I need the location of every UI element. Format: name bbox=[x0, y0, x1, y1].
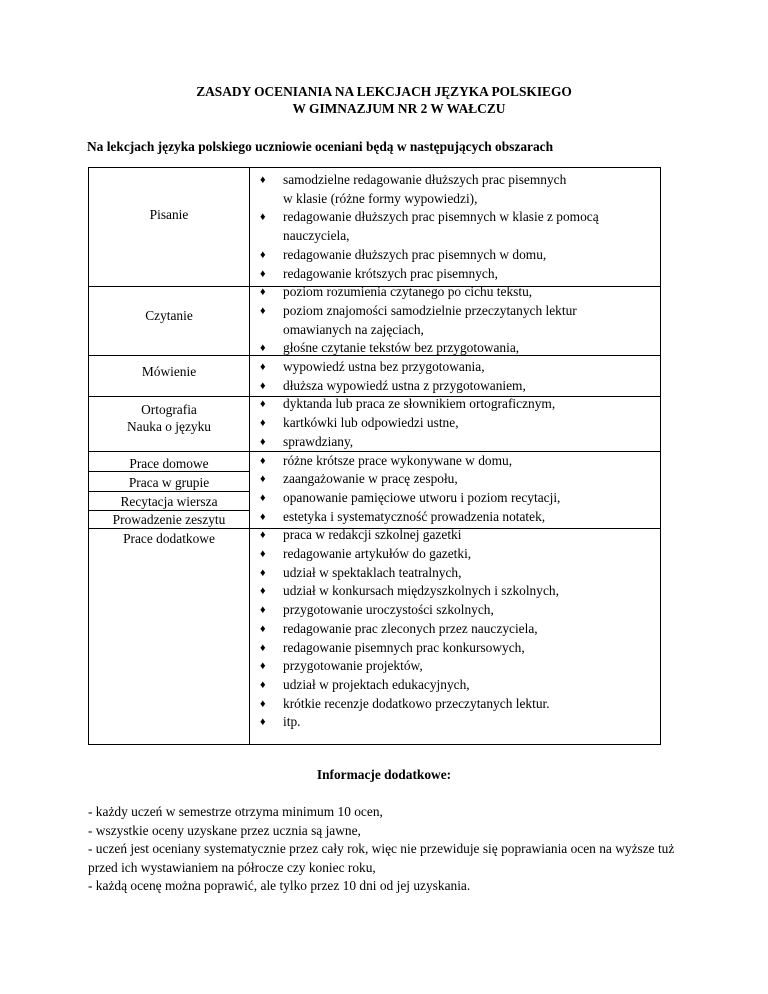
diamond-bullet-icon: ♦ bbox=[260, 697, 266, 710]
category-prace-dodatkowe: Prace dodatkowe bbox=[123, 531, 215, 546]
diamond-bullet-icon: ♦ bbox=[260, 678, 266, 691]
category-ortografia: Ortografia bbox=[141, 402, 197, 417]
category-recytacja-wiersza: Recytacja wiersza bbox=[120, 494, 218, 509]
list-item bbox=[260, 526, 660, 545]
list-item-continuation: w klasie (różne formy wypowiedzi), bbox=[283, 190, 478, 206]
list-item-text: głośne czytanie tekstów bez przygotowania, bbox=[283, 340, 520, 356]
list-item bbox=[260, 171, 660, 190]
list-item-text: redagowanie dłuższych prac pisemnych w domu, bbox=[283, 246, 547, 262]
diamond-bullet-icon: ♦ bbox=[260, 529, 266, 542]
list-item bbox=[260, 283, 660, 302]
extra-info-notes bbox=[88, 803, 678, 896]
diamond-bullet-icon: ♦ bbox=[260, 454, 266, 467]
list-item bbox=[260, 582, 660, 601]
list-item-text: poziom znajomości samodzielnie przeczytanych lektur bbox=[283, 302, 577, 318]
list-item bbox=[260, 358, 660, 377]
diamond-bullet-icon: ♦ bbox=[260, 267, 266, 280]
category-nauka-o-jezyku: Nauka o języku bbox=[126, 419, 212, 434]
category-pisanie: Pisanie bbox=[149, 207, 189, 222]
list-item-text: redagowanie artykułów do gazetki, bbox=[283, 546, 472, 562]
list-item bbox=[260, 601, 660, 620]
list-item-text: przygotowanie projektów, bbox=[283, 658, 423, 674]
document-title-line1: ZASADY OCENIANIA NA LEKCJACH JĘZYKA POLSKIEGO bbox=[196, 84, 572, 99]
category-prowadzenie-zeszytu: Prowadzenie zeszytu bbox=[112, 512, 226, 527]
list-item-text: krótkie recenzje dodatkowo przeczytanych lektur. bbox=[283, 695, 550, 711]
note-item: - wszystkie oceny uzyskane przez ucznia są jawne, bbox=[88, 822, 361, 838]
diamond-bullet-icon: ♦ bbox=[260, 248, 266, 261]
diamond-bullet-icon: ♦ bbox=[260, 548, 266, 561]
list-item-text: dłuższa wypowiedź ustna z przygotowaniem, bbox=[283, 377, 526, 393]
diamond-bullet-icon: ♦ bbox=[260, 417, 266, 430]
diamond-bullet-icon: ♦ bbox=[260, 660, 266, 673]
list-item-text: przygotowanie uroczystości szkolnych, bbox=[283, 602, 494, 618]
list-item-text: udział w spektaklach teatralnych, bbox=[283, 564, 462, 580]
list-item bbox=[260, 452, 660, 471]
diamond-bullet-icon: ♦ bbox=[260, 361, 266, 374]
diamond-bullet-icon: ♦ bbox=[260, 491, 266, 504]
diamond-bullet-icon: ♦ bbox=[260, 473, 266, 486]
list-item-text: redagowanie krótszych prac pisemnych, bbox=[283, 265, 498, 281]
list-item-continuation: omawianych na zajęciach, bbox=[283, 321, 424, 337]
list-item-text: samodzielne redagowanie dłuższych prac pisemnych bbox=[283, 172, 567, 187]
diamond-bullet-icon: ♦ bbox=[260, 211, 266, 224]
list-item-text: wypowiedź ustna bez przygotowania, bbox=[283, 359, 485, 375]
diamond-bullet-icon: ♦ bbox=[260, 566, 266, 579]
list-item bbox=[260, 564, 660, 583]
diamond-bullet-icon: ♦ bbox=[260, 286, 266, 299]
diamond-bullet-icon: ♦ bbox=[260, 398, 266, 411]
list-item-text: udział w projektach edukacyjnych, bbox=[283, 676, 470, 692]
list-item bbox=[260, 545, 660, 564]
list-item-continuation: nauczyciela, bbox=[283, 228, 350, 244]
assessment-items-list bbox=[260, 171, 660, 732]
list-item-text: praca w redakcji szkolnej gazetki bbox=[283, 527, 462, 543]
list-item bbox=[260, 657, 660, 676]
note-item: - każdy uczeń w semestrze otrzyma minimum 10 ocen, bbox=[88, 804, 383, 819]
list-item bbox=[260, 713, 660, 732]
table-row-separator bbox=[88, 491, 250, 492]
list-item-text: redagowanie dłuższych prac pisemnych w klasie z pomocą bbox=[283, 209, 599, 225]
diamond-bullet-icon: ♦ bbox=[260, 435, 266, 448]
diamond-bullet-icon: ♦ bbox=[260, 304, 266, 317]
list-item bbox=[260, 208, 660, 227]
note-item: - uczeń jest oceniany systematycznie przez cały rok, więc nie przewiduje się poprawiania ocen na wyższe tuż przed ich wystawianiem na półrocze czy koniec roku, bbox=[88, 841, 675, 875]
list-item-text: redagowanie pisemnych prac konkursowych, bbox=[283, 639, 525, 655]
diamond-bullet-icon: ♦ bbox=[260, 174, 266, 186]
diamond-bullet-icon: ♦ bbox=[260, 604, 266, 617]
list-item-text: różne krótsze prace wykonywane w domu, bbox=[283, 452, 513, 468]
category-praca-w-grupie: Praca w grupie bbox=[128, 475, 210, 490]
list-item bbox=[260, 620, 660, 639]
list-item-text: poziom rozumienia czytanego po cichu tekstu, bbox=[283, 284, 533, 300]
list-item-text: sprawdziany, bbox=[283, 433, 354, 449]
list-item-text: itp. bbox=[283, 714, 301, 730]
diamond-bullet-icon: ♦ bbox=[260, 585, 266, 598]
diamond-bullet-icon: ♦ bbox=[260, 342, 266, 355]
extra-info-heading: Informacje dodatkowe: bbox=[316, 767, 452, 782]
diamond-bullet-icon: ♦ bbox=[260, 641, 266, 654]
list-item bbox=[260, 414, 660, 433]
list-item bbox=[260, 639, 660, 658]
category-czytanie: Czytanie bbox=[145, 308, 193, 323]
list-item-text: redagowanie prac zleconych przez nauczyciela, bbox=[283, 620, 538, 636]
diamond-bullet-icon: ♦ bbox=[260, 716, 266, 729]
list-item bbox=[260, 433, 660, 452]
list-item bbox=[260, 695, 660, 714]
list-item-text: udział w konkursach międzyszkolnych i szkolnych, bbox=[283, 583, 559, 599]
list-item bbox=[260, 508, 660, 527]
list-item bbox=[260, 489, 660, 508]
list-item bbox=[260, 265, 660, 284]
note-item: - każdą ocenę można poprawić, ale tylko przez 10 dni od jej uzyskania. bbox=[88, 878, 471, 893]
diamond-bullet-icon: ♦ bbox=[260, 510, 266, 523]
list-item bbox=[260, 302, 660, 321]
list-item-text: estetyka i systematyczność prowadzenia notatek, bbox=[283, 508, 546, 524]
diamond-bullet-icon: ♦ bbox=[260, 622, 266, 635]
list-item bbox=[260, 377, 660, 396]
list-item-text: kartkówki lub odpowiedzi ustne, bbox=[283, 415, 459, 431]
list-item-text: opanowanie pamięciowe utworu i poziom recytacji, bbox=[283, 489, 561, 505]
document-title-line2: W GIMNAZJUM NR 2 W WAŁCZU bbox=[292, 101, 506, 116]
list-item bbox=[260, 395, 660, 414]
diamond-bullet-icon: ♦ bbox=[260, 379, 266, 392]
intro-heading: Na lekcjach języka polskiego uczniowie oceniani będą w następujących obszarach bbox=[87, 139, 554, 154]
list-item bbox=[260, 470, 660, 489]
list-item-text: dyktanda lub praca ze słownikiem ortograficznym, bbox=[283, 396, 556, 412]
list-item bbox=[260, 676, 660, 695]
category-prace-domowe: Prace domowe bbox=[129, 456, 209, 471]
list-item-text: zaangażowanie w pracę zespołu, bbox=[283, 471, 458, 487]
list-item bbox=[260, 339, 660, 358]
category-mowienie: Mówienie bbox=[141, 364, 197, 379]
list-item bbox=[260, 246, 660, 265]
